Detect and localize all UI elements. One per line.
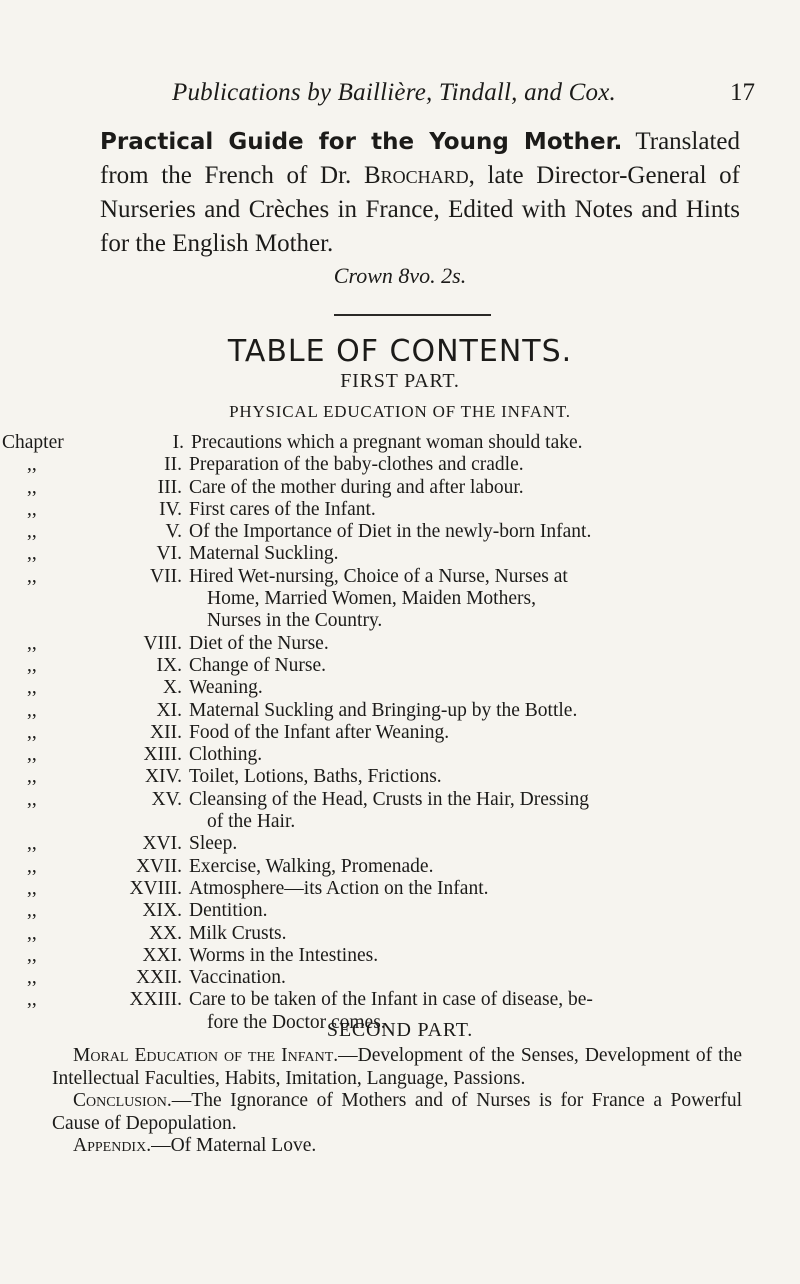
ditto-mark: ,, bbox=[27, 855, 37, 877]
chapter-title bbox=[189, 856, 737, 878]
conclusion-text: —The Ignorance of Mothers and of Nurses is for France a Powerful Cause of Depopulation. bbox=[52, 1090, 742, 1134]
chapter-row bbox=[0, 856, 800, 878]
appendix-text: —Of Maternal Love. bbox=[151, 1135, 317, 1156]
chapter-title bbox=[189, 477, 737, 499]
ditto-mark: ,, bbox=[27, 632, 37, 654]
chapter-title-line: Weaning. bbox=[189, 677, 263, 699]
chapter-number: XV. bbox=[151, 788, 182, 810]
chapter-number: XIV. bbox=[144, 766, 182, 788]
chapter-number: XXI. bbox=[142, 944, 182, 966]
chapter-title-line: Maternal Suckling and Bringing-up by the Bottle. bbox=[189, 699, 578, 721]
chapter-title bbox=[189, 722, 737, 744]
running-head: Publications by Baillière, Tindall, and Cox. bbox=[172, 79, 616, 106]
appendix-label: Appendix. bbox=[73, 1135, 152, 1156]
chapter-number: XXIII. bbox=[129, 989, 182, 1011]
chapter-row bbox=[0, 655, 800, 677]
chapter-title-line: Precautions which a pregnant woman should take. bbox=[191, 432, 583, 453]
chapter-row bbox=[0, 477, 800, 499]
chapter-title bbox=[189, 633, 737, 655]
chapter-number: VI. bbox=[156, 543, 182, 565]
conclusion-label: Conclusion. bbox=[73, 1090, 172, 1111]
ditto-mark: ,, bbox=[27, 877, 37, 899]
chapter-number: III. bbox=[157, 476, 182, 498]
chapter-title-line: Vaccination. bbox=[189, 967, 286, 989]
chapter-row bbox=[0, 945, 800, 967]
chapter-title bbox=[189, 789, 737, 834]
chapter-number: V. bbox=[165, 521, 182, 543]
chapter-row bbox=[0, 454, 800, 476]
chapter-title bbox=[189, 499, 737, 521]
chapter-row bbox=[0, 566, 800, 633]
ditto-mark: ,, bbox=[27, 721, 37, 743]
chapter-title-line: Toilet, Lotions, Baths, Frictions. bbox=[189, 766, 442, 788]
chapter-title bbox=[189, 700, 737, 722]
chapter-title-line: Cleansing of the Head, Crusts in the Hair, Dressing bbox=[189, 788, 589, 810]
chapter-number: IV. bbox=[159, 498, 182, 520]
chapter-number: XI. bbox=[156, 699, 182, 721]
second-part-heading: SECOND PART. bbox=[326, 1019, 474, 1041]
ditto-mark: ,, bbox=[27, 521, 37, 543]
ditto-mark: ,, bbox=[27, 766, 37, 788]
ditto-mark: ,, bbox=[27, 833, 37, 855]
chapter-list bbox=[0, 432, 800, 1034]
toc-heading: TABLE OF CONTENTS. bbox=[227, 334, 573, 369]
moral-education-entry bbox=[52, 1045, 742, 1090]
ditto-mark: ,, bbox=[27, 989, 37, 1011]
ditto-mark: ,, bbox=[27, 744, 37, 766]
chapter-title-line: Care of the mother during and after labour. bbox=[189, 476, 524, 498]
chapter-word: Chapter bbox=[2, 432, 64, 453]
appendix-entry bbox=[52, 1135, 742, 1158]
moral-education-label: Moral Education of the Infant. bbox=[73, 1045, 339, 1066]
chapter-row bbox=[0, 722, 800, 744]
chapter-title bbox=[189, 566, 737, 633]
conclusion-entry bbox=[52, 1090, 742, 1135]
chapter-row bbox=[0, 633, 800, 655]
chapter-title bbox=[189, 543, 737, 565]
chapter-number: XX. bbox=[148, 922, 182, 944]
chapter-title-continuation: Home, Married Women, Maiden Mothers, bbox=[207, 588, 536, 610]
ditto-mark: ,, bbox=[27, 677, 37, 699]
chapter-number: X. bbox=[163, 677, 182, 699]
book-announcement bbox=[100, 125, 740, 261]
chapter-title-line: Care to be taken of the Infant in case of disease, be- bbox=[189, 989, 593, 1011]
chapter-title bbox=[189, 744, 737, 766]
ditto-mark: ,, bbox=[27, 944, 37, 966]
ditto-mark: ,, bbox=[27, 900, 37, 922]
chapter-row bbox=[0, 744, 800, 766]
chapter-number: VII. bbox=[150, 565, 182, 587]
book-description-end: , late Director-General of Nurseries and Crèches in France, Edited with Notes and Hints for the English Mother. bbox=[100, 162, 741, 257]
chapter-row bbox=[0, 789, 800, 834]
chapter-title-line: Hired Wet-nursing, Choice of a Nurse, Nurses at bbox=[189, 565, 568, 587]
chapter-title-line: Diet of the Nurse. bbox=[189, 632, 329, 654]
chapter-row bbox=[0, 521, 800, 543]
chapter-title-continuation: of the Hair. bbox=[207, 811, 296, 833]
chapter-title-line: Food of the Infant after Weaning. bbox=[189, 721, 450, 743]
chapter-row bbox=[0, 432, 800, 454]
chapter-row bbox=[0, 499, 800, 521]
chapter-title bbox=[189, 923, 737, 945]
first-part-subheading: PHYSICAL EDUCATION OF THE INFANT. bbox=[229, 402, 571, 421]
chapter-row bbox=[0, 833, 800, 855]
moral-education-text: —Development of the Senses, Development of the Intellectual Faculties, Habits, Imitation, Language, Passions. bbox=[52, 1045, 742, 1089]
chapter-title bbox=[189, 655, 737, 677]
chapter-title bbox=[189, 945, 737, 967]
chapter-title-line: First cares of the Infant. bbox=[189, 498, 376, 520]
chapter-number: XII. bbox=[150, 721, 182, 743]
chapter-number: II. bbox=[164, 454, 182, 476]
chapter-row bbox=[0, 900, 800, 922]
chapter-title-line: Dentition. bbox=[189, 900, 268, 922]
ditto-mark: ,, bbox=[27, 788, 37, 810]
chapter-title bbox=[189, 878, 737, 900]
ditto-mark: ,, bbox=[27, 543, 37, 565]
chapter-number: XXII. bbox=[135, 967, 182, 989]
chapter-title-line: Change of Nurse. bbox=[189, 654, 327, 676]
chapter-title bbox=[189, 677, 737, 699]
chapter-row bbox=[0, 923, 800, 945]
divider-rule bbox=[334, 314, 491, 316]
chapter-title bbox=[189, 967, 737, 989]
chapter-title bbox=[189, 900, 737, 922]
page-number: 17 bbox=[730, 79, 755, 106]
ditto-mark: ,, bbox=[27, 454, 37, 476]
chapter-title-line: Worms in the Intestines. bbox=[189, 944, 379, 966]
chapter-row bbox=[0, 677, 800, 699]
chapter-row bbox=[0, 766, 800, 788]
ditto-mark: ,, bbox=[27, 699, 37, 721]
chapter-title bbox=[189, 521, 737, 543]
ditto-mark: ,, bbox=[27, 565, 37, 587]
chapter-title-line: Sleep. bbox=[189, 833, 238, 855]
chapter-title-line: Maternal Suckling. bbox=[189, 543, 339, 565]
ditto-mark: ,, bbox=[27, 498, 37, 520]
ditto-mark: ,, bbox=[27, 922, 37, 944]
chapter-title bbox=[191, 432, 739, 454]
chapter-number: XIX. bbox=[142, 900, 182, 922]
chapter-title bbox=[189, 766, 737, 788]
chapter-number: IX. bbox=[156, 654, 182, 676]
ditto-mark: ,, bbox=[27, 654, 37, 676]
chapter-title bbox=[189, 833, 737, 855]
ditto-mark: ,, bbox=[27, 967, 37, 989]
chapter-number: XVII. bbox=[135, 855, 182, 877]
first-part-heading: FIRST PART. bbox=[340, 370, 460, 392]
book-title: Practical Guide for the Young Mother. bbox=[100, 129, 623, 155]
chapter-row bbox=[0, 878, 800, 900]
book-description-start: Translated from the French of Dr. bbox=[100, 128, 740, 189]
chapter-number: VIII. bbox=[143, 632, 182, 654]
chapter-number: XVIII. bbox=[129, 877, 182, 899]
book-format: Crown 8vo. 2s. bbox=[333, 263, 467, 288]
chapter-number: XVI. bbox=[142, 833, 182, 855]
chapter-row bbox=[0, 967, 800, 989]
chapter-number: XIII. bbox=[143, 744, 182, 766]
chapter-title-line: Of the Importance of Diet in the newly-born Infant. bbox=[189, 521, 592, 543]
second-part-body bbox=[52, 1045, 742, 1158]
chapter-title-continuation: Nurses in the Country. bbox=[207, 610, 383, 632]
chapter-number: I. bbox=[172, 432, 184, 453]
chapter-row bbox=[0, 700, 800, 722]
chapter-title-line: Milk Crusts. bbox=[189, 922, 287, 944]
chapter-title-line: Clothing. bbox=[189, 744, 263, 766]
book-author: Brochard bbox=[363, 162, 469, 189]
chapter-title bbox=[189, 454, 737, 476]
chapter-row bbox=[0, 543, 800, 565]
chapter-title-line: Preparation of the baby-clothes and cradle. bbox=[189, 454, 524, 476]
chapter-title-line: Exercise, Walking, Promenade. bbox=[189, 855, 434, 877]
chapter-title-line: Atmosphere—its Action on the Infant. bbox=[189, 877, 489, 899]
ditto-mark: ,, bbox=[27, 476, 37, 498]
chapter-title-continuation: fore the Doctor comes. bbox=[207, 1011, 386, 1033]
